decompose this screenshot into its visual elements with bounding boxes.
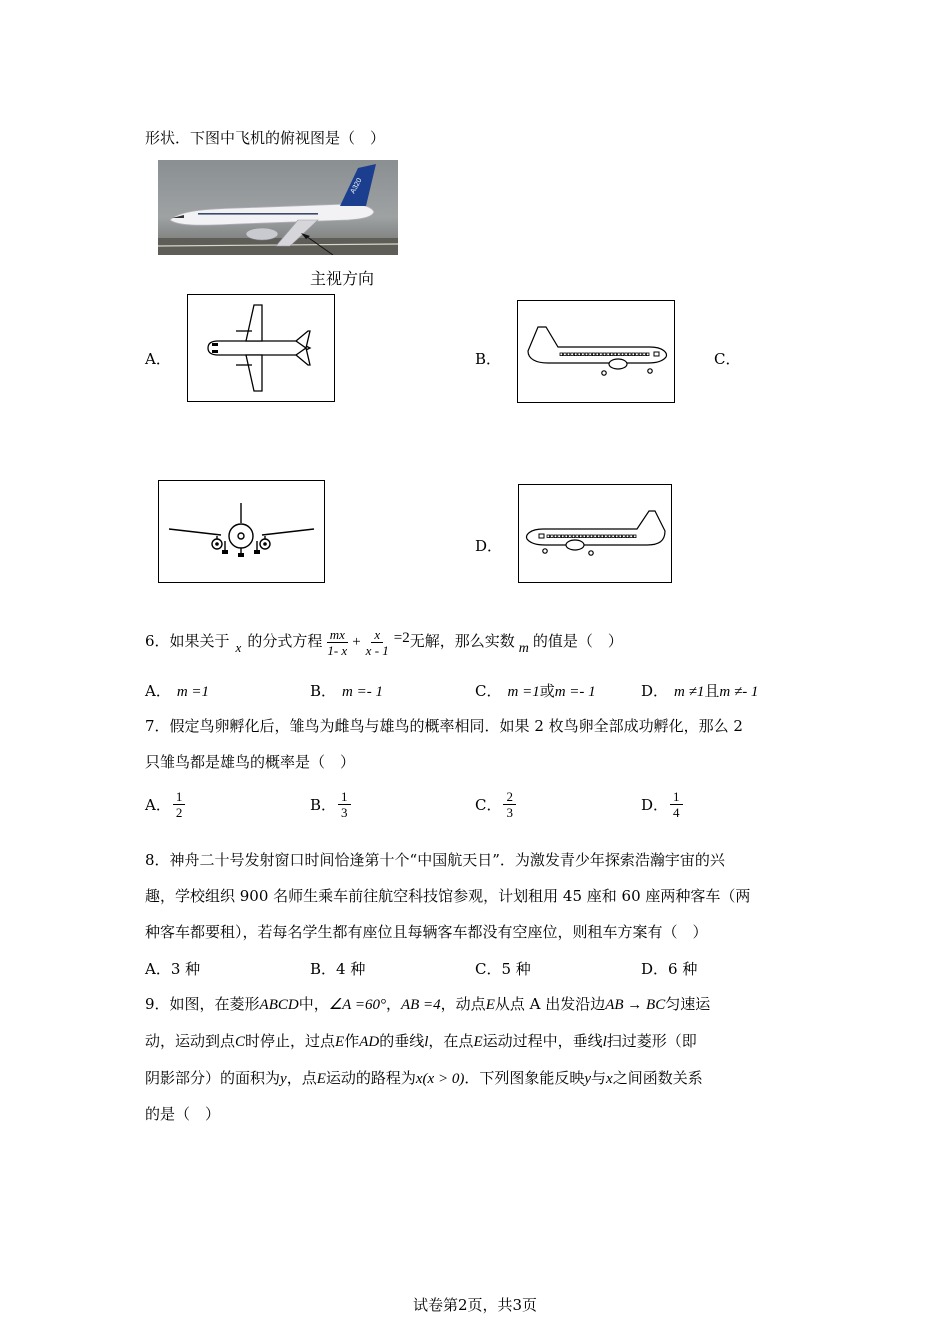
window-mark (619, 535, 622, 538)
window-mark (565, 535, 568, 538)
q6-option-d[interactable]: D． m ≠1且m ≠- 1 (641, 682, 759, 700)
q5-option-d-label: D． (475, 537, 503, 555)
window-mark (554, 535, 557, 538)
q7-option-b[interactable]: B． $\frac{1}{3}$ (310, 789, 353, 820)
q6-text-4: 的值是（ ） (532, 632, 623, 650)
q6-text-3: 无解，那么实数 (409, 632, 515, 650)
window-mark (587, 535, 590, 538)
window-mark (646, 353, 649, 356)
window-mark (601, 535, 604, 538)
q8-option-a[interactable]: A．3 种 (145, 960, 201, 978)
airplane-photo (158, 160, 398, 255)
q5-option-a-label: A． (145, 350, 171, 368)
q6-stem (145, 624, 623, 663)
window-mark (636, 353, 639, 356)
window-mark (572, 535, 575, 538)
window-mark (547, 535, 550, 538)
q8-line-3: 种客车都要租），若每名学生都有座位且每辆客车都没有空座位，则租车方案有（ ） (145, 923, 708, 941)
q6-equals: =2 (393, 630, 410, 646)
window-mark (639, 353, 642, 356)
window-mark (632, 353, 635, 356)
airplane-side-view-icon (518, 301, 674, 402)
window-mark (612, 535, 615, 538)
window-mark (564, 353, 567, 356)
q5-option-b-figure[interactable] (517, 300, 675, 403)
q7-option-d[interactable]: D． $\frac{1}{4}$ (641, 789, 685, 820)
window-mark (625, 353, 628, 356)
window-mark (569, 535, 572, 538)
q9-line-4: 的是（ ） (145, 1105, 221, 1123)
window-mark (608, 535, 611, 538)
window-mark (590, 535, 593, 538)
window-mark (574, 353, 577, 356)
q6-option-a[interactable]: A． m =1 (145, 682, 210, 700)
window-mark (561, 535, 564, 538)
photo-caption: 主视方向 (310, 269, 375, 288)
q8-line-1: 8．神舟二十号发射窗口时间恰逢第十个“中国航天日”．为激发青少年探索浩瀚宇宙的兴 (145, 851, 725, 869)
window-mark (600, 353, 603, 356)
q6-option-b[interactable]: B． m =- 1 (310, 682, 383, 700)
window-mark (597, 535, 600, 538)
window-mark (643, 353, 646, 356)
window-mark (618, 353, 621, 356)
q8-option-d[interactable]: D．6 种 (641, 960, 698, 978)
q9-line-2: 动，运动到点C时停止，过点E作AD的垂线l，在点E运动过程中，垂线l扫过菱形（即 (145, 1032, 697, 1050)
window-mark (583, 535, 586, 538)
q5-option-d-figure[interactable] (518, 484, 672, 583)
window-mark (607, 353, 610, 356)
window-mark (615, 535, 618, 538)
q6-fraction-2: $\frac{x}{x - 1}$ (365, 626, 389, 658)
q6-var-x: x (235, 640, 242, 655)
window-mark (605, 535, 608, 538)
q6-var-m: m (518, 641, 529, 656)
q7-line-1: 7．假定鸟卵孵化后，雏鸟为雌鸟与雄鸟的概率相同．如果 2 枚鸟卵全部成功孵化，那么 2 (145, 717, 743, 735)
page-footer: 试卷第2页，共3页 (412, 1296, 538, 1314)
window-mark (567, 353, 570, 356)
window-mark (626, 535, 629, 538)
window-mark (582, 353, 585, 356)
q6-option-c[interactable]: C． m =1或m =- 1 (475, 682, 596, 700)
q8-line-2: 趣，学校组织 900 名师生乘车前往航空科技馆参观，计划租用 45 座和 60 座两种客车（两 (145, 887, 751, 905)
window-mark (610, 353, 613, 356)
q5-option-a-figure[interactable] (187, 294, 335, 402)
window-mark (621, 353, 624, 356)
airplane-front-view-icon (159, 481, 324, 582)
window-mark (630, 535, 633, 538)
window-mark (603, 353, 606, 356)
q9-line-1: 9．如图，在菱形ABCD中，∠A =60°，AB =4，动点E从点 A 出发沿边AB → BC匀速运 (145, 995, 711, 1013)
window-mark (558, 535, 561, 538)
window-mark (596, 353, 599, 356)
q5-stem: 形状．下图中飞机的俯视图是（ ） (145, 129, 386, 147)
q8-option-b[interactable]: B．4 种 (310, 960, 366, 978)
q8-option-c[interactable]: C．5 种 (475, 960, 531, 978)
q7-option-a[interactable]: A． $\frac{1}{2}$ (145, 789, 187, 820)
tail-text: A320 (349, 177, 364, 195)
q9-line-3: 阴影部分）的面积为y，点E运动的路程为x(x > 0)．下列图象能反映y与x之间函数关系 (145, 1069, 703, 1087)
airplane-top-view-icon (188, 295, 334, 401)
window-mark (576, 535, 579, 538)
window-mark (578, 353, 581, 356)
q6-text-2: 的分式方程 (247, 632, 323, 650)
q6-fraction-1: $\frac{mx}{1- x}$ (327, 626, 348, 658)
q6-text-1: 6．如果关于 (145, 632, 230, 650)
q6-plus: + (352, 634, 361, 650)
airplane-side-view-reversed-icon (519, 485, 671, 582)
window-mark (579, 535, 582, 538)
window-mark (589, 353, 592, 356)
window-mark (585, 353, 588, 356)
q5-option-b-label: B． (475, 350, 502, 368)
q7-option-c[interactable]: C． $\frac{2}{3}$ (475, 789, 518, 820)
window-mark (614, 353, 617, 356)
window-mark (592, 353, 595, 356)
q5-option-c-figure[interactable] (158, 480, 325, 583)
window-mark (628, 353, 631, 356)
window-mark (623, 535, 626, 538)
window-mark (551, 535, 554, 538)
window-mark (594, 535, 597, 538)
window-mark (633, 535, 636, 538)
window-mark (571, 353, 574, 356)
q7-line-2: 只雏鸟都是雄鸟的概率是（ ） (145, 753, 356, 771)
window-mark (560, 353, 563, 356)
q5-option-c-label: C． (714, 350, 741, 368)
